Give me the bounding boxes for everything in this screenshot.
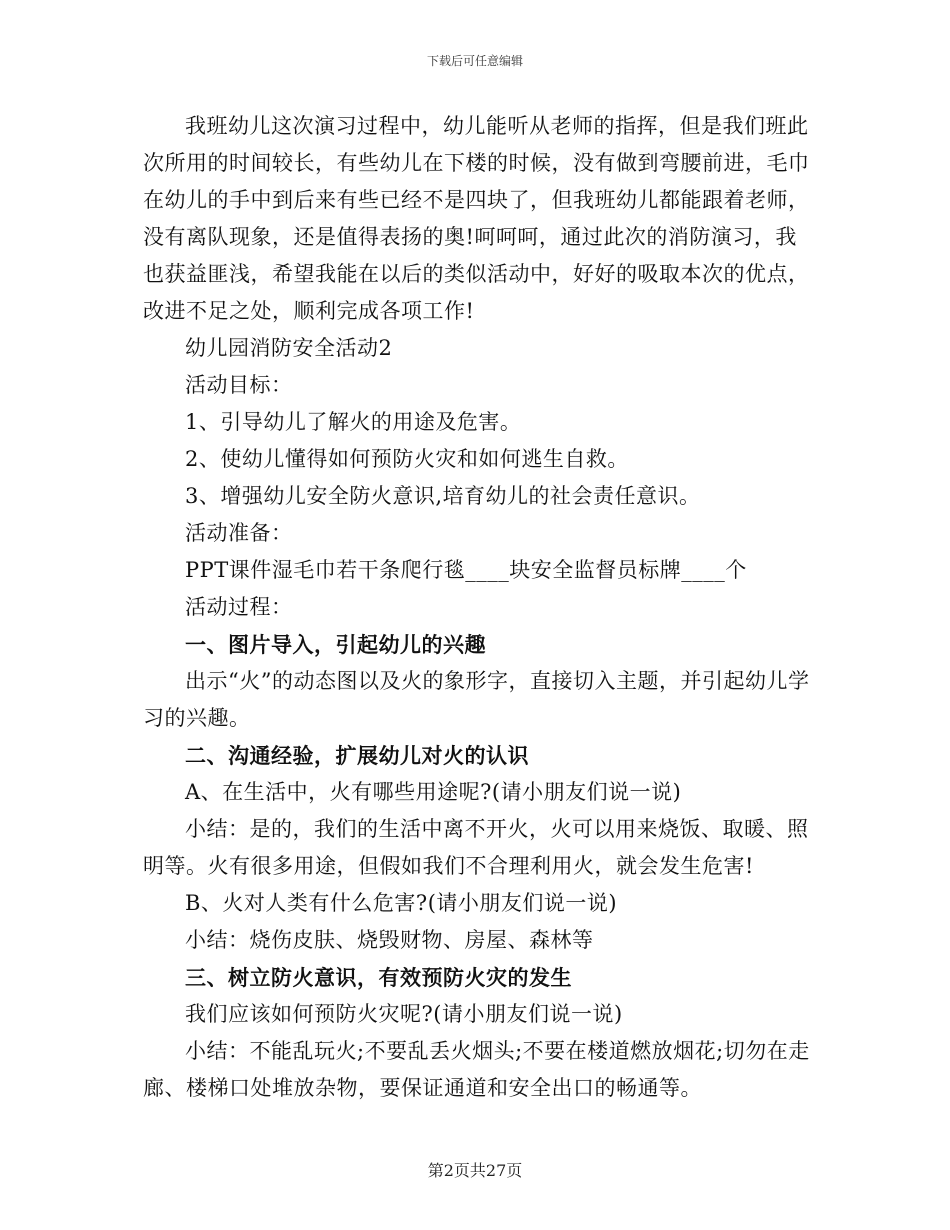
step-1-heading: 一、图片导入，引起幼儿的兴趣 [185,632,486,657]
goals-heading: 活动目标： [185,373,293,397]
step-2-summary-b: 小结：烧伤皮肤、烧毁财物、房屋、森林等 [185,928,594,952]
step-1-text: 出示“火”的动态图以及火的象形字，直接切入主题，并引起幼儿学习的兴趣。 [143,669,810,730]
preparation-heading: 活动准备： [185,521,293,545]
section-title: 幼儿园消防安全活动2 [185,336,393,360]
step-3-heading: 三、树立防火意识，有效预防火灾的发生 [185,965,572,990]
step-2-heading: 二、沟通经验，扩展幼儿对火的认识 [185,743,529,768]
step-3-question: 我们应该如何预防火灾呢?(请小朋友们说一说) [185,1002,623,1026]
page-header: 下载后可任意编辑 [426,54,523,68]
document-body [143,108,810,1107]
preparation-items: PPT课件湿毛巾若干条爬行毯____块安全监督员标牌____个 [185,558,747,582]
goal-item-2: 2、使幼儿懂得如何预防火灾和如何逃生自救。 [185,447,629,471]
page-number: 第2页共27页 [427,1161,523,1180]
paragraph-drill-summary: 我班幼儿这次演习过程中，幼儿能听从老师的指挥，但是我们班此次所用的时间较长，有些幼儿在下楼的时候，没有做到弯腰前进，毛巾在幼儿的手中到后来有些已经不是四块了，但我班幼儿都能跟着老师，没有离队现象，还是值得表扬的奥!呵呵呵，通过此次的消防演习，我也获益匪浅，希望我能在以后的类似活动中，好好的吸取本次的优点，改进不足之处，顺利完成各项工作! [143,114,810,323]
step-2-question-b: B、火对人类有什么危害?(请小朋友们说一说) [185,891,618,915]
step-2-summary-a: 小结：是的，我们的生活中离不开火，火可以用来烧饭、取暖、照明等。火有很多用途，但假如我们不合理利用火，就会发生危害! [143,817,809,878]
step-2-question-a: A、在生活中，火有哪些用途呢?(请小朋友们说一说) [185,780,682,804]
goal-item-3: 3、增强幼儿安全防火意识,培育幼儿的社会责任意识。 [185,484,701,508]
goal-item-1: 1、引导幼儿了解火的用途及危害。 [185,410,522,434]
step-3-summary: 小结：不能乱玩火;不要乱丢火烟头;不要在楼道燃放烟花;切勿在走廊、楼梯口处堆放杂物，要保证通道和安全出口的畅通等。 [143,1039,810,1100]
process-heading: 活动过程： [185,595,293,619]
